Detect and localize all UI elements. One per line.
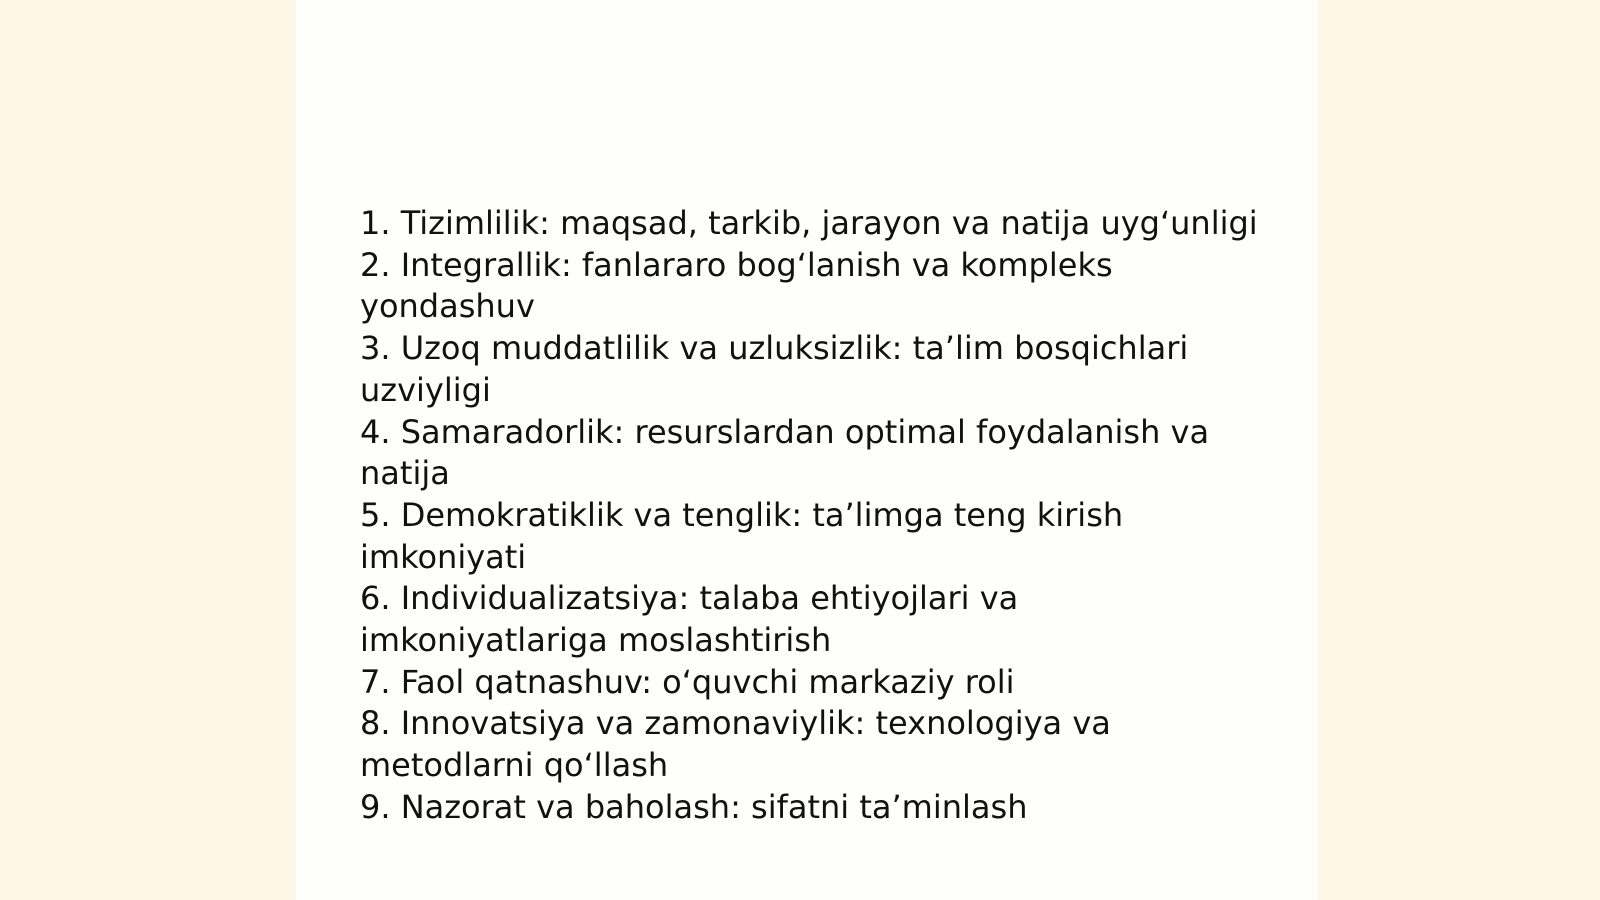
list-item: 9. Nazorat va baholash: sifatni ta’minlash: [360, 787, 1028, 826]
list-item: 6. Individualizatsiya: talaba ehtiyojlari va imkoniyatlariga moslashtirish: [360, 579, 1019, 660]
list-item: 2. Integrallik: fanlararo bog‘lanish va kompleks yondashuv: [360, 245, 1113, 326]
list-item: 3. Uzoq muddatlilik va uzluksizlik: ta’lim bosqichlari uzviyligi: [360, 329, 1189, 409]
list-item: 4. Samaradorlik: resurslardan optimal foydalanish va natija: [360, 412, 1210, 493]
list-item: 7. Faol qatnashuv: o‘quvchi markaziy roli: [360, 662, 1015, 701]
list-item: 1. Tizimlilik: maqsad, tarkib, jarayon va natija uyg‘unligi: [360, 204, 1258, 242]
slide: [296, 0, 1318, 900]
list-item: 8. Innovatsiya va zamonaviylik: texnologiya va metodlarni qo‘llash: [360, 704, 1111, 785]
list-item: 5. Demokratiklik va tenglik: ta’limga teng kirish imkoniyati: [360, 495, 1124, 576]
principles-list: [360, 203, 1260, 829]
